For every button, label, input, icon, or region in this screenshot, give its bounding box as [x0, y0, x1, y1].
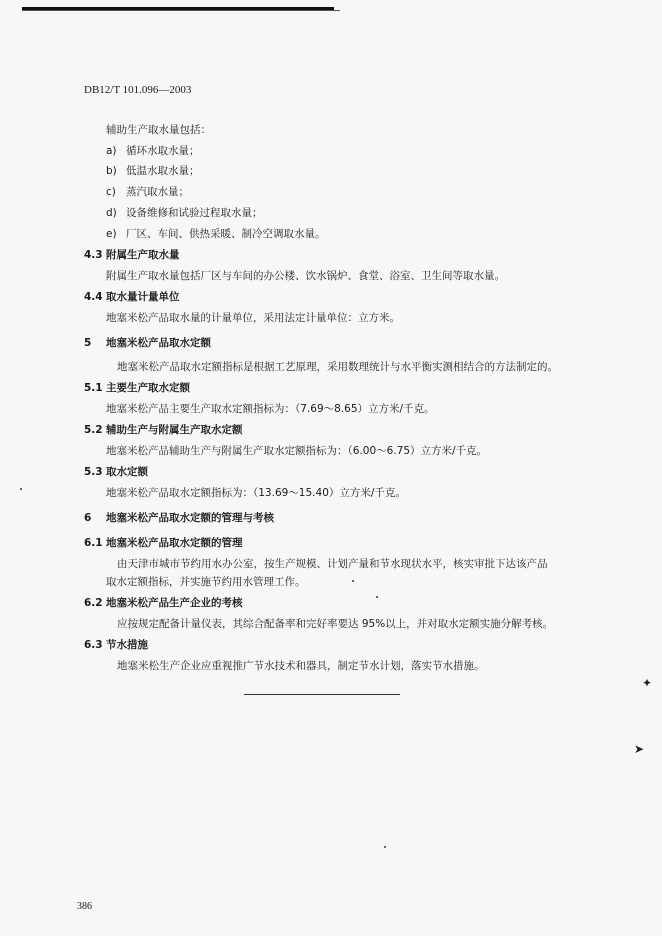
section-title: 取水定额 — [106, 466, 148, 478]
section-body-6-3: 地塞米松生产企业应重视推广节水技术和器具，制定节水计划，落实节水措施。 — [117, 660, 485, 672]
list-item-text: 设备维修和试验过程取水量； — [126, 207, 263, 219]
aux-intro: 辅助生产取水量包括： — [106, 124, 211, 136]
section-body-5: 地塞米松产品取水定额指标是根据工艺原理，采用数理统计与水平衡实测相结合的方法制定的。 — [117, 361, 558, 373]
list-item — [106, 185, 189, 199]
section-title: 节水措施 — [106, 639, 148, 651]
section-number: 6.2 — [84, 597, 103, 609]
section-title: 地塞米松产品生产企业的考核 — [106, 597, 243, 609]
section-heading-4-4 — [84, 290, 180, 304]
scan-speck — [20, 488, 22, 490]
section-body-4-4: 地塞米松产品取水量的计量单位，采用法定计量单位：立方米。 — [106, 312, 400, 324]
list-item — [106, 206, 263, 220]
list-item-text: 厂区、车间、供热采暖、制冷空调取水量。 — [126, 228, 326, 240]
section-body-6-1-line-1: 由天津市城市节约用水办公室，按生产规模、计划产量和节水现状水平，核实审批下达该产品 — [117, 558, 548, 570]
list-item-text: 循环水取水量； — [126, 145, 200, 157]
section-title: 地塞米松产品取水定额的管理与考核 — [106, 512, 274, 524]
section-title: 取水量计量单位 — [106, 291, 180, 303]
section-body-6-1-line-2: 取水定额指标，并实施节约用水管理工作。 — [106, 576, 306, 588]
section-heading-5-1 — [84, 381, 190, 395]
list-item-label: e) — [106, 228, 117, 240]
section-heading-6-1 — [84, 536, 243, 550]
section-heading-5-2 — [84, 423, 243, 437]
section-number: 6.1 — [84, 537, 103, 549]
section-title: 附属生产取水量 — [106, 249, 180, 261]
arrow-mark-icon: ➤ — [634, 742, 645, 756]
section-number: 4.3 — [84, 249, 103, 261]
section-body-6-2: 应按规定配备计量仪表，其综合配备率和完好率要达 95%以上，并对取水定额实施分解考核。 — [117, 618, 554, 630]
section-body-5-3: 地塞米松产品取水定额指标为：（13.69～15.40）立方米/千克。 — [106, 487, 406, 499]
top-rule-thin — [22, 10, 340, 11]
section-heading-4-3 — [84, 248, 180, 262]
section-heading-6-3 — [84, 638, 148, 652]
list-item-label: a) — [106, 145, 117, 157]
list-item — [106, 227, 326, 241]
end-rule — [244, 694, 400, 695]
section-body-5-1: 地塞米松产品主要生产取水定额指标为：（7.69～8.65）立方米/千克。 — [106, 403, 435, 415]
scan-speck — [384, 846, 386, 848]
section-title: 地塞米松产品取水定额的管理 — [106, 537, 243, 549]
section-title: 地塞米松产品取水定额 — [106, 337, 211, 349]
section-number: 5.2 — [84, 424, 103, 436]
scan-speck — [376, 596, 378, 598]
section-number: 5.3 — [84, 466, 103, 478]
section-number: 6.3 — [84, 639, 103, 651]
section-body-4-3: 附属生产取水量包括厂区与车间的办公楼、饮水锅炉、食堂、浴室、卫生间等取水量。 — [106, 270, 505, 282]
section-number: 6 — [84, 512, 92, 524]
section-heading-6-2 — [84, 596, 243, 610]
section-heading-5 — [84, 336, 211, 350]
list-item-label: c) — [106, 186, 116, 198]
section-title: 辅助生产与附属生产取水定额 — [106, 424, 243, 436]
list-item — [106, 164, 200, 178]
section-number: 5.1 — [84, 382, 103, 394]
section-body-5-2: 地塞米松产品辅助生产与附属生产取水定额指标为：（6.00～6.75）立方米/千克。 — [106, 445, 488, 457]
list-item-text: 蒸汽取水量； — [126, 186, 189, 198]
document-code: DB12/T 101.096—2003 — [84, 84, 192, 96]
list-item-label: d) — [106, 207, 117, 219]
scan-mark-icon: ✦ — [642, 676, 653, 690]
section-heading-5-3 — [84, 465, 148, 479]
page-number: 386 — [77, 901, 92, 912]
section-number: 5 — [84, 337, 92, 349]
scan-speck — [352, 580, 354, 582]
section-title: 主要生产取水定额 — [106, 382, 190, 394]
section-number: 4.4 — [84, 291, 103, 303]
section-heading-6 — [84, 511, 274, 525]
list-item — [106, 144, 200, 158]
list-item-text: 低温水取水量； — [126, 165, 200, 177]
list-item-label: b) — [106, 165, 117, 177]
